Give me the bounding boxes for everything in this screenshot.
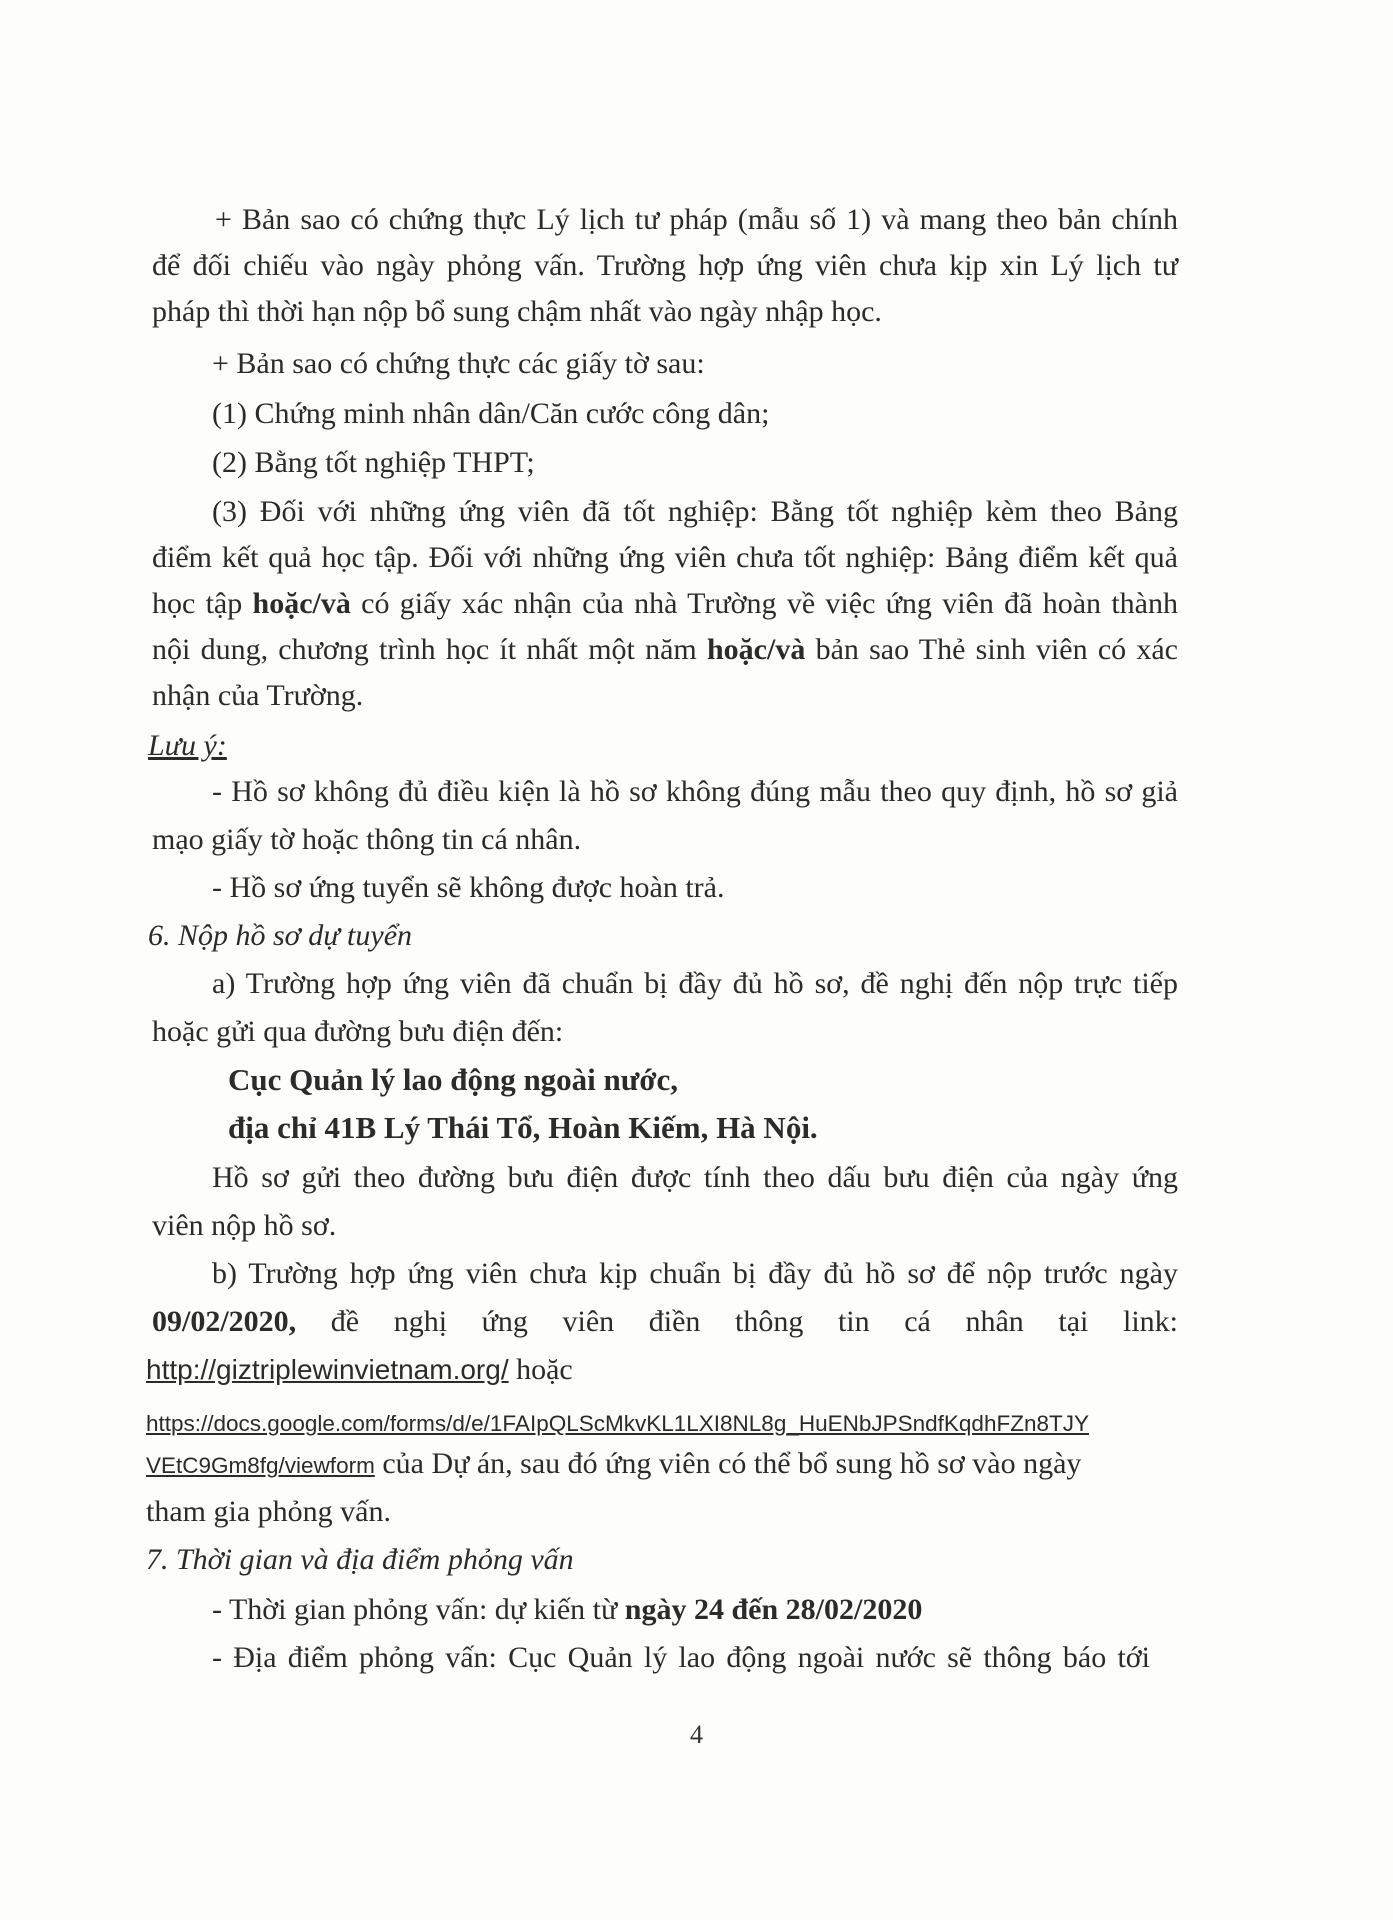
paragraph-line: điểm kết quả học tập. Đối với những ứng viên chưa tốt nghiệp: Bảng điểm kết quả <box>152 541 1178 574</box>
google-form-link[interactable]: https://docs.google.com/forms/d/e/1FAIpQLScMkvKL1LXI8NL8g_HuENbJPSndfKqdhFZn8TJY <box>146 1411 1089 1436</box>
paragraph-line: - Thời gian phỏng vấn: dự kiến từ ngày 24 đến 28/02/2020 <box>212 1593 923 1626</box>
paragraph-line: Hồ sơ gửi theo đường bưu điện được tính theo dấu bưu điện của ngày ứng <box>212 1161 1178 1194</box>
paragraph-line: nhận của Trường. <box>152 679 364 712</box>
paragraph-line: tham gia phỏng vấn. <box>146 1495 391 1528</box>
emphasis: hoặc/và <box>252 587 351 620</box>
interview-dates: ngày 24 đến 28/02/2020 <box>624 1593 923 1626</box>
paragraph-line: - Địa điểm phỏng vấn: Cục Quản lý lao động ngoài nước sẽ thông báo tới <box>212 1641 1150 1674</box>
emphasis: hoặc/và <box>707 633 806 666</box>
paragraph-line: học tập hoặc/và có giấy xác nhận của nhà Trường về việc ứng viên đã hoàn thành <box>152 587 1178 620</box>
page-number: 4 <box>690 1720 703 1749</box>
list-item: (1) Chứng minh nhân dân/Căn cước công dân; <box>212 397 770 430</box>
google-form-link-continued[interactable]: VEtC9Gm8fg/viewform <box>146 1453 375 1478</box>
paragraph-line: VEtC9Gm8fg/viewform của Dự án, sau đó ứng viên có thể bổ sung hồ sơ vào ngày <box>146 1447 1082 1480</box>
project-link[interactable]: http://giztriplewinvietnam.org/ <box>146 1354 509 1385</box>
form-link-line <box>146 1404 1089 1442</box>
section-heading: 6. Nộp hồ sơ dự tuyển <box>148 919 413 952</box>
paragraph-line: 09/02/2020, đề nghị ứng viên điền thông tin cá nhân tại link: <box>152 1305 1178 1338</box>
organization-name: Cục Quản lý lao động ngoài nước, <box>228 1062 679 1097</box>
paragraph-line: + Bản sao có chứng thực Lý lịch tư pháp (mẫu số 1) và mang theo bản chính <box>215 203 1178 236</box>
list-item: (2) Bằng tốt nghiệp THPT; <box>212 446 535 479</box>
paragraph-line: pháp thì thời hạn nộp bổ sung chậm nhất vào ngày nhập học. <box>152 295 882 328</box>
list-item: (3) Đối với những ứng viên đã tốt nghiệp: Bằng tốt nghiệp kèm theo Bảng <box>212 495 1178 528</box>
paragraph-line: + Bản sao có chứng thực các giấy tờ sau: <box>212 347 705 380</box>
paragraph-line: a) Trường hợp ứng viên đã chuẩn bị đầy đủ hồ sơ, đề nghị đến nộp trực tiếp <box>212 967 1178 1000</box>
note-title: Lưu ý: <box>148 729 227 762</box>
note-item: - Hồ sơ ứng tuyển sẽ không được hoàn trả. <box>212 871 725 904</box>
paragraph-line: http://giztriplewinvietnam.org/ hoặc <box>146 1353 573 1386</box>
deadline-date: 09/02/2020, <box>152 1305 297 1338</box>
paragraph-line: hoặc gửi qua đường bưu điện đến: <box>152 1015 564 1048</box>
paragraph-line: để đối chiếu vào ngày phỏng vấn. Trường hợp ứng viên chưa kịp xin Lý lịch tư <box>152 249 1178 282</box>
note-item: - Hồ sơ không đủ điều kiện là hồ sơ không đúng mẫu theo quy định, hồ sơ giả <box>212 775 1178 808</box>
paragraph-line: nội dung, chương trình học ít nhất một năm hoặc/và bản sao Thẻ sinh viên có xác <box>152 633 1178 666</box>
paragraph-line: b) Trường hợp ứng viên chưa kịp chuẩn bị đầy đủ hồ sơ để nộp trước ngày <box>212 1257 1178 1290</box>
paragraph-line: viên nộp hồ sơ. <box>152 1209 337 1242</box>
organization-address: địa chỉ 41B Lý Thái Tổ, Hoàn Kiếm, Hà Nội. <box>228 1110 818 1145</box>
note-item: mạo giấy tờ hoặc thông tin cá nhân. <box>152 823 582 856</box>
section-heading: 7. Thời gian và địa điểm phỏng vấn <box>146 1543 574 1576</box>
